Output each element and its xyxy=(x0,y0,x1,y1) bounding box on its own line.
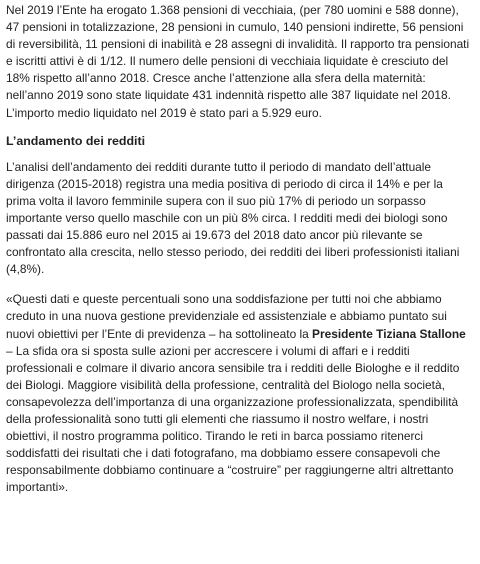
paragraph-income-trend: L’analisi dell’andamento dei redditi durante tutto il periodo di mandato dell’attuale dirigenza (2015-2018) registra una media positiva di periodo di circa il 14% e per la prima volta il lavoro femminile supera con il suo più 17% di periodo un sorpasso importante verso quello maschile con un più 8% circa. I redditi medi dei biologi sono passati dai 15.886 euro nel 2015 ai 19.673 del 2018 dato ancor più rilevante se confrontato alla crescita, nello stesso periodo, dei redditi dei liberi professionisti italiani (4,8%). xyxy=(6,159,460,277)
quote-text-start: «Questi dati e queste percentuali sono una soddisfazione per tutti noi che abbiamo creduto in una nuova gestione previdenziale ed assistenziale e abbiamo puntato sui nuovi obiettivi per l’Ente di previdenza – ha sottolineato la xyxy=(6,292,447,341)
paragraph-president-quote xyxy=(6,291,474,496)
quote-text-end: – La sfida ora si sposta sulle azioni per accrescere i volumi di affari e i redditi professionali e colmare il divario ancora sensibile tra i redditi delle Biologhe e il reddito dei Biologi. Maggiore visibilità della professione, centralità del Biologo nella società, consapevolezza dell’importanza di una organizzazione professionalizzata, spendibilità della professionalità sono tutti gli elementi che riassumo il nostro welfare, i nostri obiettivi, il nostro programma politico. Tirando le reti in barca possiamo ritenerci soddisfatti dei risultati che i dati fotografano, ma dobbiamo essere consapevoli che responsabilmente dobbiamo continuare a “costruire” per raggiungerne altri altrettanto importanti». xyxy=(6,343,460,495)
paragraph-pensions: Nel 2019 l’Ente ha erogato 1.368 pensioni di vecchiaia, (per 780 uomini e 588 donne), 47 pensioni in totalizzazione, 28 pensioni in cumulo, 140 pensioni indirette, 56 pensioni di reversibilità, 11 pensioni di inabilità e 28 assegni di invalidità. Il rapporto tra pensionati e iscritti attivi è di 1/12. Il numero delle pensioni di vecchiaia liquidate è cresciuto del 18% rispetto all’anno 2018. Cresce anche l’attenzione alla sfera della maternità: nell’anno 2019 sono state liquidate 431 indennità rispetto alle 387 liquidate nel 2018. L’importo medio liquidato nel 2019 è stato pari a 5.929 euro. xyxy=(6,3,470,120)
president-name: Presidente Tiziana Stallone xyxy=(312,326,466,341)
section-heading: L’andamento dei redditi xyxy=(6,133,146,148)
